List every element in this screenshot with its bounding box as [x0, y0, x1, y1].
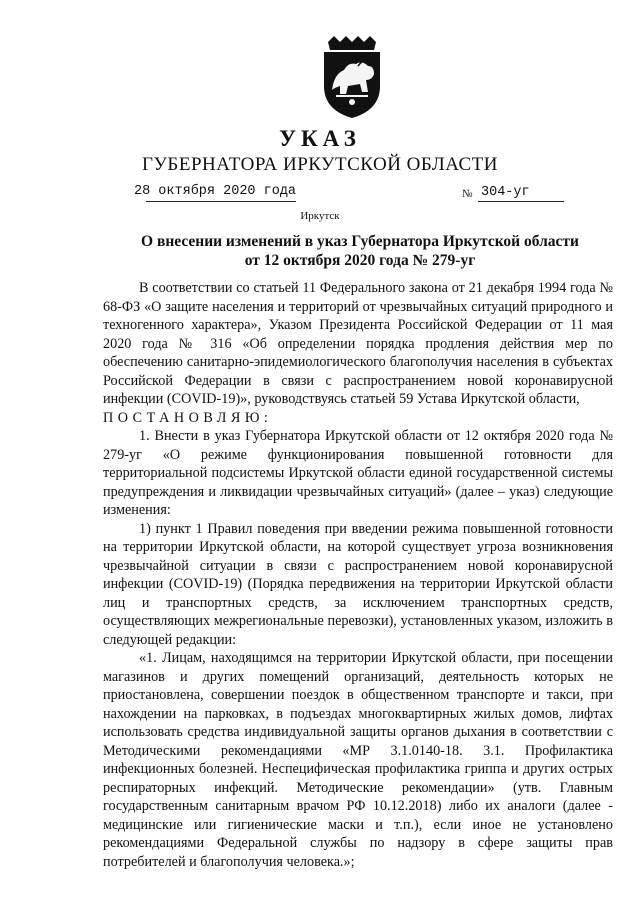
decree-body	[103, 279, 613, 871]
heading-line-1: О внесении изменений в указ Губернатора Иркутской области	[141, 233, 579, 250]
decree-word: ПОСТАНОВЛЯЮ:	[103, 409, 273, 426]
document-type-title: УКАЗ	[279, 126, 361, 151]
date-underline	[146, 201, 296, 202]
decree-number: 304-уг	[481, 185, 530, 200]
quoted-rule-paragraph: «1. Лицам, находящимся на территории Иркутской области, при посещении магазинов и других помещений организаций, деятельность которых не приостановлена, совершении поездок в общественном транспорте и такси, при нахождении на парковках, в подъездах многоквартирных жилых домов, лифтах использовать средства индивидуальной защиты органов дыхания в соответствии с Методическими рекомендациями «МР 3.1.0140-18. 3.1. Профилактика инфекционных болезней. Неспецифическая профилактика гриппа и других острых респираторных инфекций. Методические рекомендации» (утв. Главным государственным санитарным врачом РФ 10.12.2018) либо их аналоги (далее - медицинские или гигиенические маски и т.п.), если иное не установлено рекомендациями Федеральной службы по надзору в сфере защиты прав потребителей и благополучия человека.»;	[103, 650, 613, 870]
coat-of-arms-icon	[318, 36, 386, 118]
heading-line-2: от 12 октября 2020 года № 279-уг	[244, 252, 476, 269]
number-underline	[478, 201, 564, 202]
decree-date: 28 октября 2020 года	[134, 184, 297, 199]
subitem-1-paragraph: 1) пункт 1 Правил поведения при введении режима повышенной готовности на территории Иркутской области, на которой существует угроза возникновения чрезвычайной ситуации в связи с распространением новой коронавирусной инфекции (COVID-19) (Порядка передвижения на территории Иркутской области лиц и транспортных средств, за исключением транспортных средств, осуществляющих межрегиональные перевозки), установленных указом, изложить в следующей редакции:	[103, 520, 613, 648]
decree-heading	[0, 232, 640, 270]
issuer-subtitle: ГУБЕРНАТОРА ИРКУТСКОЙ ОБЛАСТИ	[142, 154, 498, 175]
city-name: Иркутск	[300, 210, 340, 222]
preamble-paragraph: В соответствии со статьей 11 Федерального закона от 21 декабря 1994 года № 68-ФЗ «О защите населения и территорий от чрезвычайных ситуаций природного и техногенного характера», Указом Президента Российской Федерации от 11 мая 2020 года № 316 «Об определении порядка продления действия мер по обеспечению санитарно-эпидемиологического благополучия населения в субъектах Российской Федерации в связи с распространением новой коронавирусной инфекции (COVID-19)», руководствуясь статьей 59 Устава Иркутской области,	[103, 280, 613, 407]
item-1-paragraph: 1. Внести в указ Губернатора Иркутской области от 12 октября 2020 года № 279-уг «О режиме функционирования повышенной готовности для территориальной подсистемы Иркутской области единой государственной системы предупреждения и ликвидации чрезвычайных ситуаций» (далее – указ) следующие изменения:	[103, 428, 613, 518]
number-sign: №	[462, 188, 473, 200]
